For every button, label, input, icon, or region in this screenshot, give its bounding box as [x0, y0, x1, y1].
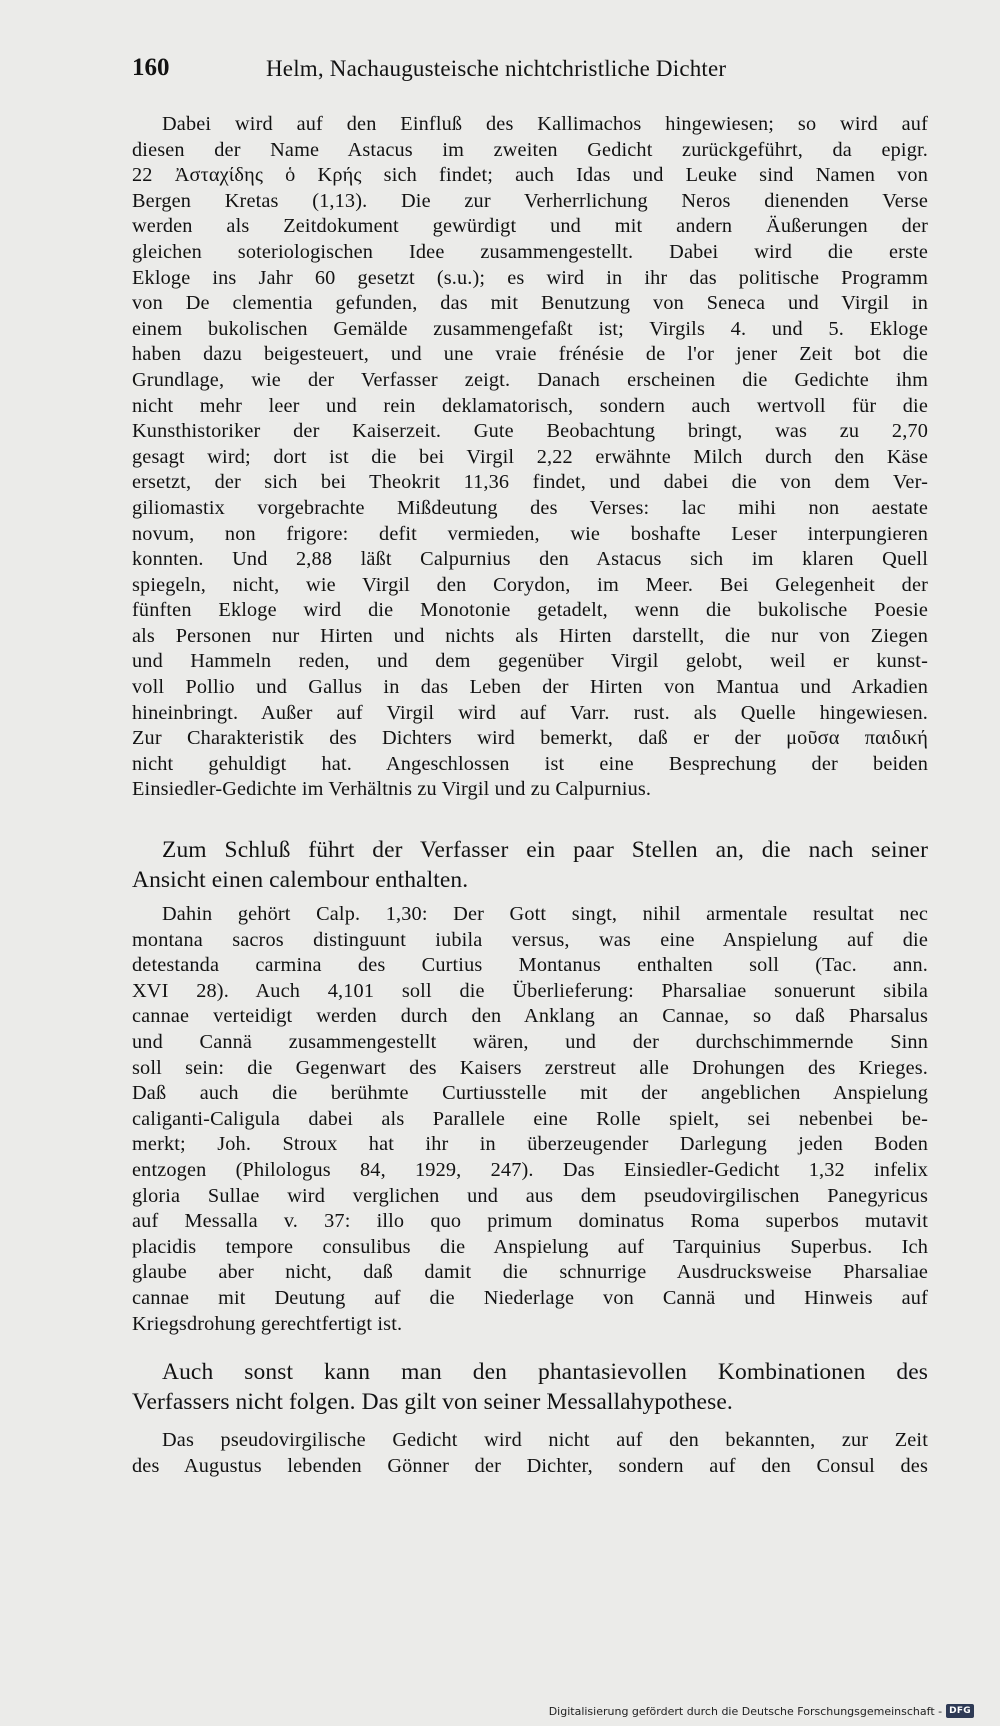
text-line: Bergen Kretas (1,13). Die zur Verherrlichung Neros dienenden Verse — [132, 189, 928, 212]
paragraph-2 — [132, 836, 928, 895]
text-line: haben dazu beigesteuert, und une vraie frénésie de l'or jener Zeit bot die — [132, 343, 928, 366]
page-number: 160 — [132, 54, 170, 81]
text-line: glaube aber nicht, daß damit die schnurrige Ausdrucksweise Pharsaliae — [132, 1261, 928, 1284]
paragraph-5 — [132, 1428, 928, 1479]
text-line: Zur Charakteristik des Dichters wird bemerkt, daß er der μοῦσα παιδική — [132, 727, 928, 750]
text-line: cannae verteidigt werden durch den Anklang an Cannae, so daß Pharsalus — [132, 1005, 928, 1028]
text-line: soll sein: die Gegenwart des Kaisers zerstreut alle Drohungen des Krieges. — [132, 1056, 928, 1079]
text-line: cannae mit Deutung auf die Niederlage von Cannä und Hinweis auf — [132, 1286, 928, 1309]
text-line: werden als Zeitdokument gewürdigt und mit andern Äußerungen der — [132, 215, 928, 238]
text-line: nicht gehuldigt hat. Angeschlossen ist eine Besprechung der beiden — [132, 752, 928, 775]
text-line: einem bukolischen Gemälde zusammengefaßt ist; Virgils 4. und 5. Ekloge — [132, 317, 928, 340]
text-line: und Cannä zusammengestellt wären, und der durchschimmernde Sinn — [132, 1030, 928, 1053]
text-line: des Augustus lebenden Gönner der Dichter, sondern auf den Consul des — [132, 1454, 928, 1477]
text-line: novum, non frigore: defit vermieden, wie boshafte Leser interpungieren — [132, 522, 928, 545]
text-line: merkt; Joh. Stroux hat ihr in überzeugender Darlegung jeden Boden — [132, 1133, 928, 1156]
text-line: detestanda carmina des Curtius Montanus enthalten soll (Tac. ann. — [132, 954, 928, 977]
text-line: voll Pollio und Gallus in das Leben der Hirten von Mantua und Arkadien — [132, 676, 928, 699]
text-line: und Hammeln reden, und dem gegenüber Virgil gelobt, weil er kunst- — [132, 650, 928, 673]
paragraph-1 — [132, 112, 928, 803]
text-line: Zum Schluß führt der Verfasser ein paar Stellen an, die nach seiner — [162, 837, 928, 863]
text-line: gloria Sullae wird verglichen und aus dem pseudovirgilischen Panegyricus — [132, 1184, 928, 1207]
text-line: giliomastix vorgebrachte Mißdeutung des Verses: lac mihi non aestate — [132, 496, 928, 519]
text-line: gleichen soteriologischen Idee zusammengestellt. Dabei wird die erste — [132, 240, 928, 263]
text-line: diesen der Name Astacus im zweiten Gedicht zurückgeführt, da epigr. — [132, 138, 928, 161]
text-line: Dahin gehört Calp. 1,30: Der Gott singt, nihil armentale resultat nec — [162, 903, 928, 925]
text-line: Daß auch die berühmte Curtiusstelle mit der angeblichen Anspielung — [132, 1082, 928, 1105]
text-line: XVI 28). Auch 4,101 soll die Überlieferung: Pharsaliae sonuerunt sibila — [132, 979, 928, 1002]
footer-text: Digitalisierung gefördert durch die Deutsche Forschungsgemeinschaft - — [548, 1704, 943, 1718]
text-line: Ekloge ins Jahr 60 gesetzt (s.u.); es wird in ihr das politische Programm — [132, 266, 928, 289]
text-line: spiegeln, nicht, wie Virgil den Corydon, im Meer. Bei Gelegenheit der — [132, 573, 928, 596]
running-title: Helm, Nachaugusteische nichtchristliche Dichter — [266, 56, 727, 81]
text-line: hineinbringt. Außer auf Virgil wird auf Varr. rust. als Quelle hingewiesen. — [132, 701, 928, 724]
text-line: nicht mehr leer und rein deklamatorisch, sondern auch wertvoll für die — [132, 394, 928, 417]
text-line: caliganti-Caligula dabei als Parallele eine Rolle spielt, sei nebenbei be- — [132, 1107, 928, 1130]
text-line: Einsiedler-Gedichte im Verhältnis zu Virgil und zu Calpurnius. — [132, 778, 652, 801]
paragraph-4 — [132, 1358, 928, 1417]
text-line: entzogen (Philologus 84, 1929, 247). Das Einsiedler-Gedicht 1,32 infelix — [132, 1158, 928, 1181]
text-line: Grundlage, wie der Verfasser zeigt. Danach erscheinen die Gedichte ihm — [132, 368, 928, 391]
text-line: Dabei wird auf den Einfluß des Kallimachos hingewiesen; so wird auf — [162, 113, 928, 135]
text-line: auf Messalla v. 37: illo quo primum dominatus Roma superbos mutavit — [132, 1210, 928, 1233]
digitization-credit — [549, 1704, 974, 1718]
text-line: Kunsthistoriker der Kaiserzeit. Gute Beobachtung bringt, was zu 2,70 — [132, 420, 928, 443]
text-line: von De clementia gefunden, das mit Benutzung von Seneca und Virgil in — [132, 292, 928, 315]
dfg-logo-icon: DFG — [946, 1704, 974, 1718]
text-line: Das pseudovirgilische Gedicht wird nicht auf den bekannten, zur Zeit — [162, 1429, 928, 1451]
text-line: als Personen nur Hirten und nichts als Hirten darstellt, die nur von Ziegen — [132, 624, 928, 647]
text-line: Auch sonst kann man den phantasievollen Kombinationen des — [162, 1359, 928, 1385]
text-line: placidis tempore consulibus die Anspielung auf Tarquinius Superbus. Ich — [132, 1235, 928, 1258]
text-line: Ansicht einen calembour enthalten. — [132, 866, 469, 893]
text-line: konnten. Und 2,88 läßt Calpurnius den Astacus sich im klaren Quell — [132, 548, 928, 571]
text-line: montana sacros distinguunt iubila versus, was eine Anspielung auf die — [132, 928, 928, 951]
text-line: Kriegsdrohung gerechtfertigt ist. — [132, 1312, 403, 1335]
text-line: gesagt wird; dort ist die bei Virgil 2,22 erwähnte Milch durch den Käse — [132, 445, 928, 468]
text-line: 22 Ἀσταχίδης ὁ Κρής sich findet; auch Idas und Leuke sind Namen von — [132, 164, 928, 187]
text-line: fünften Ekloge wird die Monotonie getadelt, wenn die bukolische Poesie — [132, 599, 928, 622]
text-line: Verfassers nicht folgen. Das gilt von seiner Messallahypothese. — [132, 1388, 733, 1415]
page-header — [132, 50, 812, 90]
text-line: ersetzt, der sich bei Theokrit 11,36 findet, und dabei die von dem Ver- — [132, 471, 928, 494]
paragraph-3 — [132, 902, 928, 1337]
